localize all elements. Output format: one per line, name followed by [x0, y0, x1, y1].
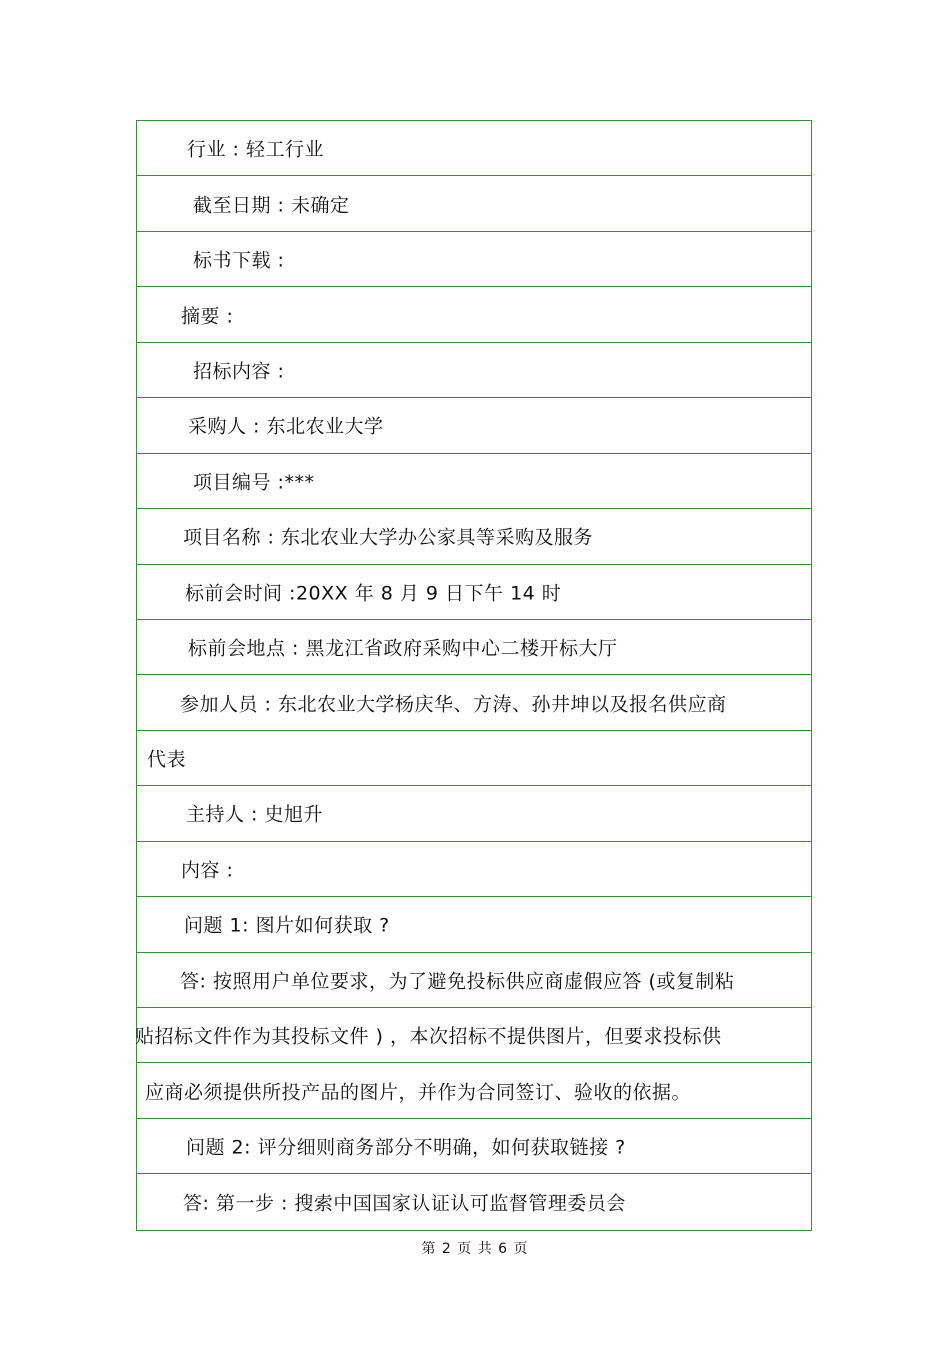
row-text: 项目名称 : 东北农业大学办公家具等采购及服务: [183, 526, 593, 549]
table-row: [137, 1174, 811, 1229]
row-text: 标书下载 :: [193, 249, 285, 272]
row-text: 摘要 :: [181, 305, 234, 328]
table-row: [137, 509, 811, 564]
row-text: 参加人员 : 东北农业大学杨庆华、方涛、孙井坤以及报名供应商: [180, 693, 727, 716]
row-text: 贴招标文件作为其投标文件 ) ，本次招标不提供图片，但要求投标供: [135, 1025, 722, 1048]
table-row: [137, 1008, 811, 1063]
row-text: 采购人 : 东北农业大学: [188, 415, 384, 438]
table-row: [137, 1063, 811, 1118]
table-row: [137, 343, 811, 398]
row-text: 问题 2: 评分细则商务部分不明确，如何获取链接 ?: [186, 1136, 626, 1159]
page-footer: 第 2 页 共 6 页: [421, 1241, 529, 1257]
table-row: [137, 176, 811, 231]
table-row: [137, 786, 811, 841]
row-text: 内容 :: [181, 859, 234, 882]
row-text: 应商必须提供所投产品的图片，并作为合同签订、验收的依据。: [145, 1081, 692, 1104]
row-text: 主持人 : 史旭升: [186, 803, 323, 826]
row-text: 代表: [147, 748, 187, 771]
table-row: [137, 565, 811, 620]
row-text: 答: 第一步 : 搜索中国国家认证认可监督管理委员会: [183, 1192, 626, 1215]
table-row: [137, 897, 811, 952]
table-row: [137, 121, 811, 176]
row-text: 答: 按照用户单位要求，为了避免投标供应商虚假应答 (或复制粘: [180, 970, 735, 993]
table-row: [137, 675, 811, 730]
row-text: 问题 1: 图片如何获取 ?: [184, 914, 390, 937]
row-text: 招标内容 :: [193, 360, 285, 383]
table-row: [137, 454, 811, 509]
table-row: [137, 232, 811, 287]
table-row: [137, 1119, 811, 1174]
table-row: [137, 731, 811, 786]
table-row: [137, 398, 811, 453]
table-row: [137, 620, 811, 675]
table-row: [137, 842, 811, 897]
row-text: 标前会地点 : 黑龙江省政府采购中心二楼开标大厅: [188, 637, 618, 660]
row-text: 截至日期 : 未确定: [193, 194, 350, 217]
row-text: 标前会时间 :20XX 年 8 月 9 日下午 14 时: [185, 582, 562, 605]
table-row: [137, 287, 811, 342]
row-text: 行业 : 轻工行业: [187, 138, 324, 161]
table-row: [137, 953, 811, 1008]
info-table: [136, 120, 812, 1231]
row-text: 项目编号 :***: [193, 471, 315, 494]
